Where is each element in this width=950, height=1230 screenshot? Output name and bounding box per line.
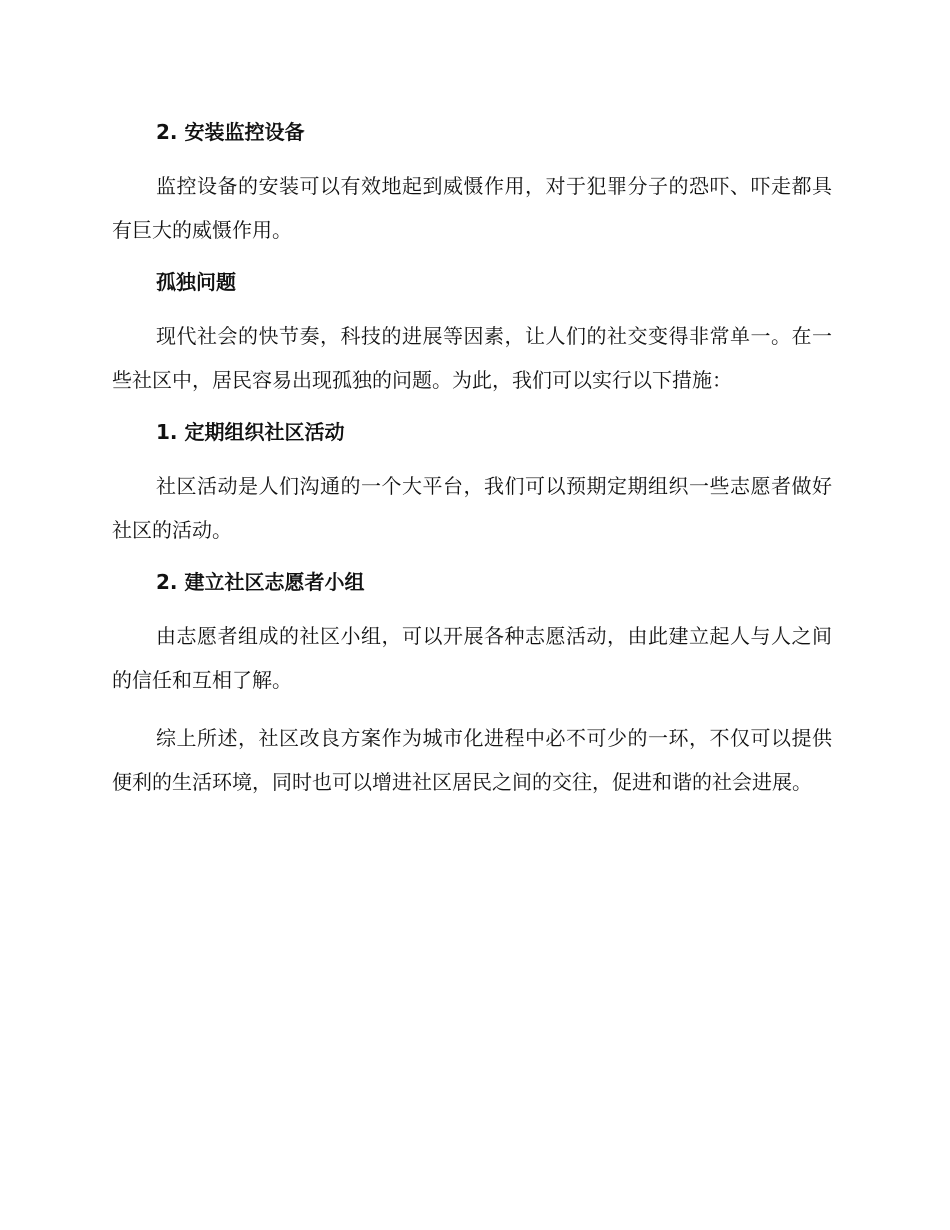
paragraph-conclusion: 综上所述，社区改良方案作为城市化进程中必不可少的一环，不仅可以提供便利的生活环境，同时也可以增进社区居民之间的交往，促进和谐的社会进展。 bbox=[112, 726, 832, 794]
heading-community-activities: 1. 定期组织社区活动 bbox=[156, 420, 345, 444]
paragraph-loneliness: 现代社会的快节奏，科技的进展等因素，让人们的社交变得非常单一。在一些社区中，居民容易出现孤独的问题。为此，我们可以实行以下措施： bbox=[112, 324, 832, 392]
document-page bbox=[112, 112, 832, 818]
paragraph-monitoring: 监控设备的安装可以有效地起到威慑作用，对于犯罪分子的恐吓、吓走都具有巨大的威慑作用。 bbox=[112, 174, 832, 242]
heading-loneliness: 孤独问题 bbox=[156, 270, 236, 294]
paragraph-community-activities: 社区活动是人们沟通的一个大平台，我们可以预期定期组织一些志愿者做好社区的活动。 bbox=[112, 474, 832, 542]
heading-volunteer-group: 2. 建立社区志愿者小组 bbox=[156, 570, 365, 594]
heading-install-monitoring: 2. 安装监控设备 bbox=[156, 120, 305, 144]
paragraph-volunteer-group: 由志愿者组成的社区小组，可以开展各种志愿活动，由此建立起人与人之间的信任和互相了解。 bbox=[112, 624, 832, 692]
